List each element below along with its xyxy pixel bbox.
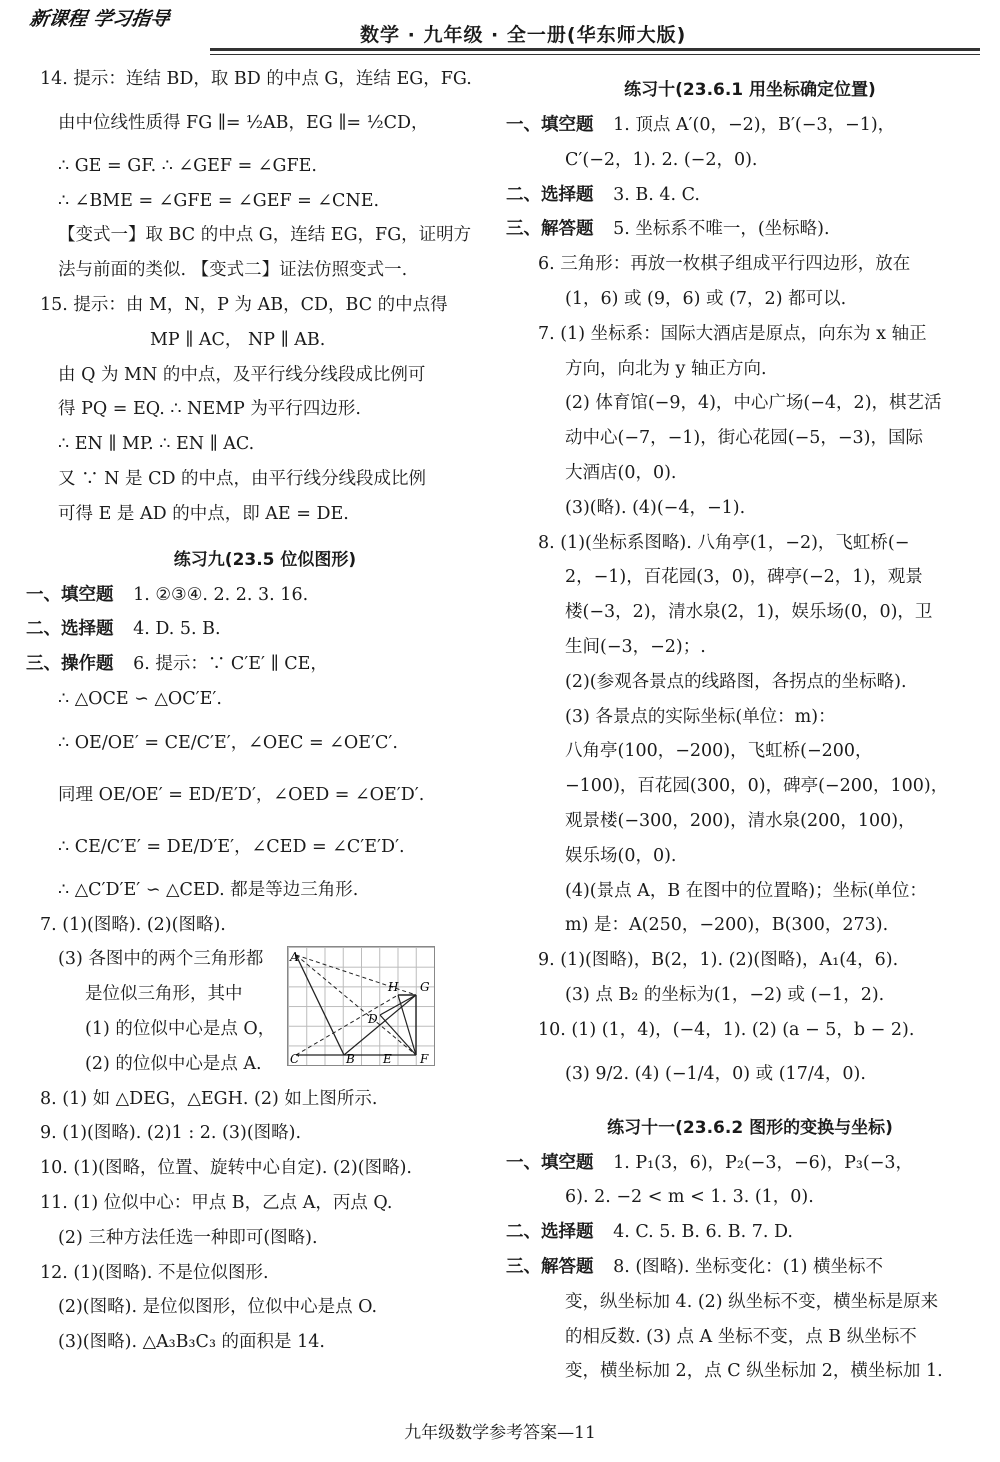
point-label: B	[346, 1052, 356, 1066]
text-line: C′(−2，1). 2. (−2，0).	[565, 149, 758, 170]
text-line: 的相反数. (3) 点 A 坐标不变，点 B 纵坐标不	[565, 1326, 917, 1347]
text-line: (3) 各景点的实际坐标(单位：m)：	[565, 706, 836, 727]
section-label: 一、填空题	[506, 115, 594, 135]
choice-row	[506, 178, 980, 213]
text-line: ∴ OE/OE′ = CE/C′E′，∠OEC = ∠OE′C′.	[58, 732, 398, 753]
text-line: 法与前面的类似. 【变式二】证法仿照变式一.	[58, 260, 408, 281]
text-line: 动中心(−7，−1)，街心花园(−5，−3)，国际	[565, 428, 923, 449]
text-line: (3) 9/2. (4) (−1/4，0) 或 (17/4，0).	[565, 1063, 866, 1084]
text-line: 9. (1)(图略). (2)1 : 2. (3)(图略).	[40, 1123, 302, 1144]
page-header	[0, 0, 1000, 70]
brand-logo	[25, 8, 211, 54]
text-line: 6. 三角形：再放一枚棋子组成平行四边形，放在	[538, 254, 911, 275]
text-line: 同理 OE/OE′ = ED/E′D′，∠OED = ∠OE′D′.	[58, 784, 425, 805]
text-line: (1，6) 或 (9，6) 或 (7，2) 都可以.	[565, 288, 847, 309]
fill-blank-row	[506, 1146, 980, 1181]
grid-figure	[287, 946, 435, 1066]
section-label: 二、选择题	[26, 619, 114, 640]
text-line: (1) 的位似中心是点 O，	[85, 1018, 276, 1039]
left-column	[26, 62, 490, 1360]
section-label: 一、填空题	[26, 584, 114, 605]
logo-text: 新课程 学习指导	[28, 8, 171, 30]
answer-text: 4. D. 5. B.	[133, 619, 221, 640]
text-line: (2)(图略). 是位似图形，位似中心是点 O.	[58, 1297, 378, 1318]
text-line: 观景楼(−300，200)，清水泉(200，100)，	[565, 810, 916, 831]
text-line: 7. (1)(图略). (2)(图略).	[40, 914, 226, 935]
section-label: 二、选择题	[506, 1222, 594, 1243]
text-line: (3)(图略). △A₃B₃C₃ 的面积是 14.	[58, 1332, 325, 1353]
text-line: 【变式一】取 BC 的中点 G，连结 EG，FG，证明方	[58, 225, 472, 246]
answer-text: 1. P₁(3，6)，P₂(−3，−6)，P₃(−3，	[613, 1152, 914, 1173]
point-label: A	[290, 950, 299, 965]
section-label: 三、操作题	[26, 654, 114, 675]
homothety-diagram	[288, 947, 434, 1065]
answer-text: 4. C. 5. B. 6. B. 7. D.	[613, 1222, 793, 1243]
text-line: (3)(略). (4)(−4，−1).	[565, 497, 746, 518]
q7-text	[40, 942, 275, 1081]
section-title-10: 练习十(23.6.1 用坐标确定位置)	[624, 80, 876, 100]
text-line: 14. 提示：连结 BD，取 BD 的中点 G，连结 EG，FG.	[40, 69, 472, 89]
answer-text: 6. 提示：∵ C′E′ ∥ CE，	[133, 654, 328, 675]
text-line: (4)(景点 A，B 在图中的位置略)；坐标(单位：	[565, 880, 927, 901]
section-title-9: 练习九(23.5 位似图形)	[173, 549, 357, 570]
section-title-11: 练习十一(23.6.2 图形的变换与坐标)	[607, 1117, 893, 1138]
text-line: 10. (1) (1，4)，(−4，1). (2) (a − 5，b − 2).	[538, 1019, 915, 1040]
answer-text: 3. B. 4. C.	[613, 184, 700, 205]
text-line: (2)(参观各景点的线路图，各拐点的坐标略).	[565, 671, 907, 692]
text-line: MP ∥ AC， NP ∥ AB.	[150, 329, 326, 350]
text-line: 可得 E 是 AD 的中点，即 AE = DE.	[58, 503, 349, 524]
right-column	[506, 62, 980, 1389]
text-line: (2) 三种方法任选一种即可(图略).	[58, 1227, 318, 1248]
point-label: C	[290, 1052, 300, 1066]
text-line: 楼(−3，2)，清水泉(2，1)，娱乐场(0，0)，卫	[565, 602, 933, 623]
answer-row	[506, 1250, 980, 1285]
page-footer: 九年级数学参考答案—11	[404, 1423, 596, 1443]
text-line: 由 Q 为 MN 的中点，及平行线分线段成比例可	[58, 364, 426, 385]
text-line: ∴ △OCE ∽ △OC′E′.	[58, 688, 222, 709]
point-label: G	[420, 980, 430, 995]
text-line: 15. 提示：由 M，N，P 为 AB，CD，BC 的中点得	[40, 294, 448, 315]
point-label: E	[383, 1052, 393, 1066]
answer-text: 8. (图略). 坐标变化：(1) 横坐标不	[613, 1256, 883, 1277]
section-label: 三、解答题	[506, 219, 594, 240]
text-line: 方向，向北为 y 轴正方向.	[565, 358, 767, 379]
text-line: (2) 的位似中心是点 A.	[85, 1053, 262, 1074]
text-line: ∴ EN ∥ MP. ∴ EN ∥ AC.	[58, 434, 255, 455]
text-line: (3) 点 B₂ 的坐标为(1，−2) 或 (−1，2).	[565, 984, 885, 1005]
choice-row	[506, 1215, 980, 1250]
book-title: 数学 · 九年级 · 全一册(华东师大版)	[360, 24, 687, 46]
text-line: 大酒店(0，0).	[565, 462, 677, 483]
answer-text: 5. 坐标系不唯一，(坐标略).	[613, 219, 830, 240]
answer-text: 1. 顶点 A′(0，−2)，B′(−3，−1)，	[613, 115, 896, 135]
choice-row	[26, 612, 490, 647]
text-line: 8. (1) 如 △DEG，△EGH. (2) 如上图所示.	[40, 1088, 378, 1109]
section-label: 二、选择题	[506, 184, 594, 205]
header-rule	[210, 48, 980, 51]
text-line: 变，横坐标加 2，点 C 纵坐标加 2，横坐标加 1.	[565, 1361, 943, 1382]
point-label: F	[420, 1052, 429, 1066]
section-label: 三、解答题	[506, 1256, 594, 1277]
text-line: 变，纵坐标加 4. (2) 纵坐标不变，横坐标是原来	[565, 1291, 939, 1312]
text-line: (3) 各图中的两个三角形都	[58, 949, 264, 970]
text-line: ∴ GE = GF. ∴ ∠GEF = ∠GFE.	[58, 155, 317, 176]
operation-row	[26, 647, 490, 682]
point-label: D	[368, 1012, 378, 1027]
q7-block	[40, 942, 490, 1081]
text-line: 娱乐场(0，0).	[565, 845, 677, 866]
fill-blank-row	[26, 578, 490, 613]
text-line: 2，−1)，百花园(3，0)，碑亭(−2，1)，观景	[565, 567, 923, 588]
text-line: m) 是：A(250，−200)，B(300，273).	[565, 915, 889, 936]
text-line: −100)，百花园(300，0)，碑亭(−200，100)，	[565, 776, 949, 797]
text-line: 得 PQ = EQ. ∴ NEMP 为平行四边形.	[58, 399, 361, 420]
text-line: 7. (1) 坐标系：国际大酒店是原点，向东为 x 轴正	[538, 323, 927, 344]
section-label: 一、填空题	[506, 1152, 594, 1173]
answer-text: 1. ②③④. 2. 2. 3. 16.	[133, 584, 309, 605]
text-line: 由中位线性质得 FG ∥= ½AB，EG ∥= ½CD，	[58, 112, 429, 133]
text-line: ∴ △C′D′E′ ∽ △CED. 都是等边三角形.	[58, 879, 359, 900]
text-line: ∴ ∠BME = ∠GFE = ∠GEF = ∠CNE.	[58, 190, 380, 211]
point-label: H	[388, 980, 399, 995]
text-line: 11. (1) 位似中心：甲点 B，乙点 A，丙点 Q.	[40, 1192, 393, 1213]
text-line: 是位似三角形，其中	[85, 984, 243, 1005]
text-line: ∴ CE/C′E′ = DE/D′E′，∠CED = ∠C′E′D′.	[58, 836, 405, 857]
text-line: 又 ∵ N 是 CD 的中点，由平行线分线段成比例	[58, 468, 427, 489]
text-line: 8. (1)(坐标系图略). 八角亭(1，−2)，飞虹桥(−	[538, 532, 910, 553]
text-line: (2) 体育馆(−9，4)，中心广场(−4，2)，棋艺活	[565, 393, 942, 414]
text-line: 9. (1)(图略)，B(2，1). (2)(图略)，A₁(4，6).	[538, 950, 899, 971]
text-line: 八角亭(100，−200)，飞虹桥(−200，	[565, 741, 873, 762]
text-line: 12. (1)(图略). 不是位似图形.	[40, 1262, 269, 1283]
text-line: 10. (1)(图略，位置、旋转中心自定). (2)(图略).	[40, 1158, 412, 1179]
fill-blank-row	[506, 108, 980, 143]
answer-row	[506, 212, 980, 247]
text-line: 6). 2. −2 < m < 1. 3. (1，0).	[565, 1187, 814, 1208]
header-rule-thin	[210, 54, 980, 55]
text-line: 生间(−3，−2)；.	[565, 636, 706, 657]
